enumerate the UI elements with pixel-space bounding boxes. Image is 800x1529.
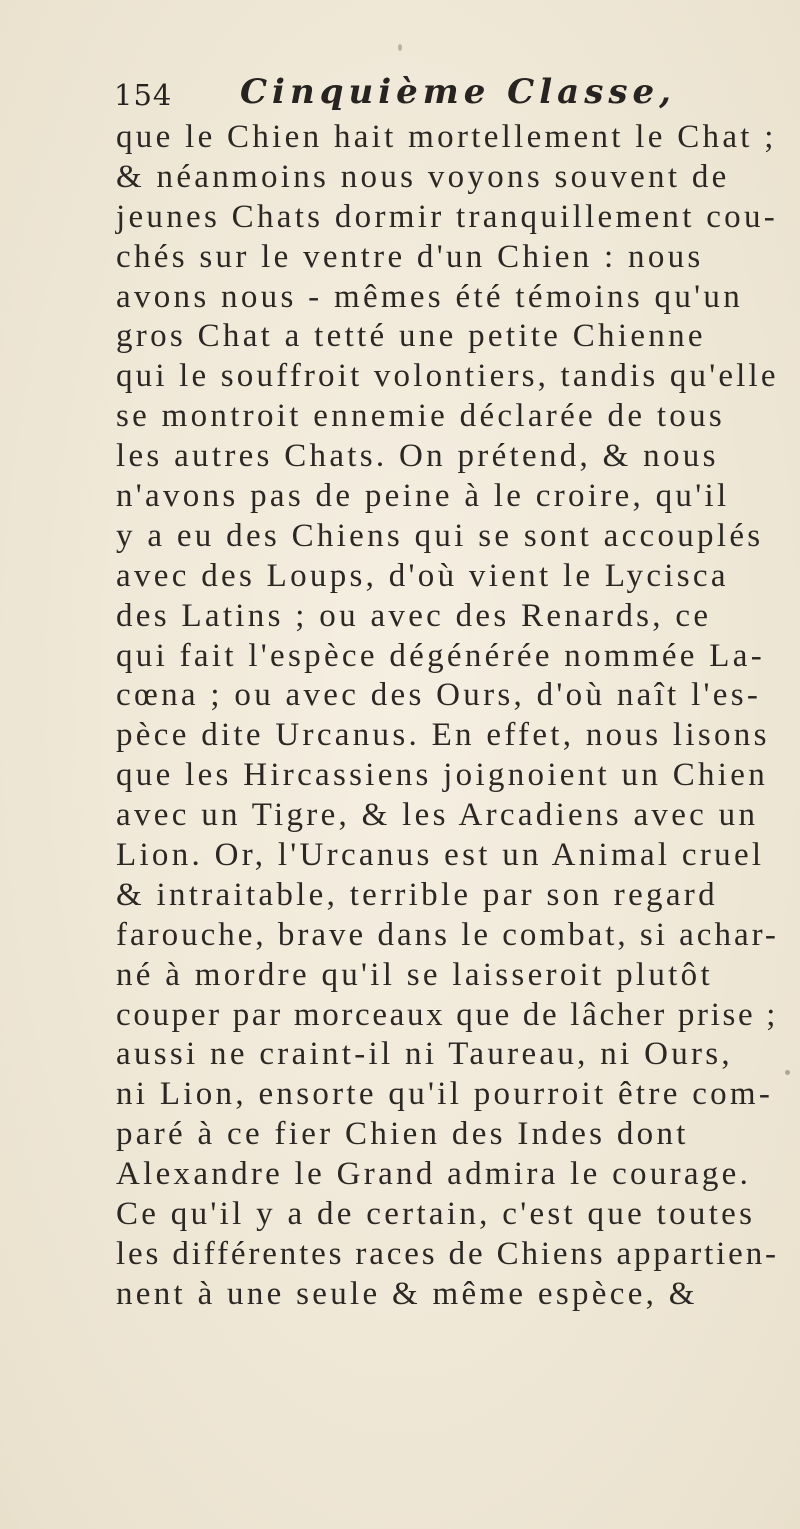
text-line: Lion. Or, l'Urcanus est un Animal cruel — [116, 837, 765, 874]
text-line: qui le souffroit volontiers, tandis qu'elle — [116, 358, 779, 395]
text-line: que les Hircassiens joignoient un Chien — [116, 757, 769, 794]
text-line: les différentes races de Chiens appartien- — [116, 1235, 779, 1272]
text-line: nent à une seule & même espèce, & — [116, 1275, 698, 1312]
text-line: farouche, brave dans le combat, si achar- — [116, 916, 779, 953]
text-line: paré à ce fier Chien des Indes dont — [116, 1116, 689, 1153]
text-line: que le Chien hait mortellement le Chat ; — [116, 119, 777, 155]
page-blemish — [398, 44, 402, 51]
text-line: y a eu des Chiens qui se sont accouplés — [116, 517, 764, 554]
running-head: Cinquième Classe, — [240, 72, 676, 112]
text-line: se montroit ennemie déclarée de tous — [116, 398, 726, 435]
text-line: Ce qu'il y a de certain, c'est que toutes — [116, 1196, 756, 1233]
page-blemish — [785, 1070, 790, 1075]
body-text — [116, 118, 800, 1315]
text-line: pèce dite Urcanus. En effet, nous lisons — [116, 717, 770, 754]
text-line: cœna ; ou avec des Ours, d'où naît l'es- — [116, 677, 762, 714]
text-line: ni Lion, ensorte qu'il pourroit être com- — [116, 1076, 774, 1113]
text-line: Alexandre le Grand admira le courage. — [116, 1156, 752, 1193]
text-line: avec un Tigre, & les Arcadiens avec un — [116, 797, 759, 834]
text-line: chés sur le ventre d'un Chien : nous — [116, 238, 704, 275]
text-line: n'avons pas de peine à le croire, qu'il — [116, 478, 730, 515]
text-line: les autres Chats. On prétend, & nous — [116, 438, 719, 475]
page-header — [112, 72, 772, 122]
text-line: avons nous - mêmes été témoins qu'un — [116, 278, 743, 315]
page-number: 154 — [114, 78, 173, 112]
text-line: né à mordre qu'il se laisseroit plutôt — [116, 956, 713, 993]
text-line: & intraitable, terrible par son regard — [116, 876, 718, 913]
text-line: gros Chat a tetté une petite Chienne — [116, 318, 706, 355]
text-line: jeunes Chats dormir tranquillement cou- — [116, 198, 779, 235]
text-line: des Latins ; ou avec des Renards, ce — [116, 597, 712, 634]
text-line: avec des Loups, d'où vient le Lycisca — [116, 557, 729, 594]
text-line: & néanmoins nous voyons souvent de — [116, 158, 730, 195]
text-line: couper par morceaux que de lâcher prise ; — [116, 996, 779, 1033]
text-line: qui fait l'espèce dégénérée nommée La- — [116, 637, 765, 674]
text-line: aussi ne craint-il ni Taureau, ni Ours, — [116, 1036, 733, 1073]
